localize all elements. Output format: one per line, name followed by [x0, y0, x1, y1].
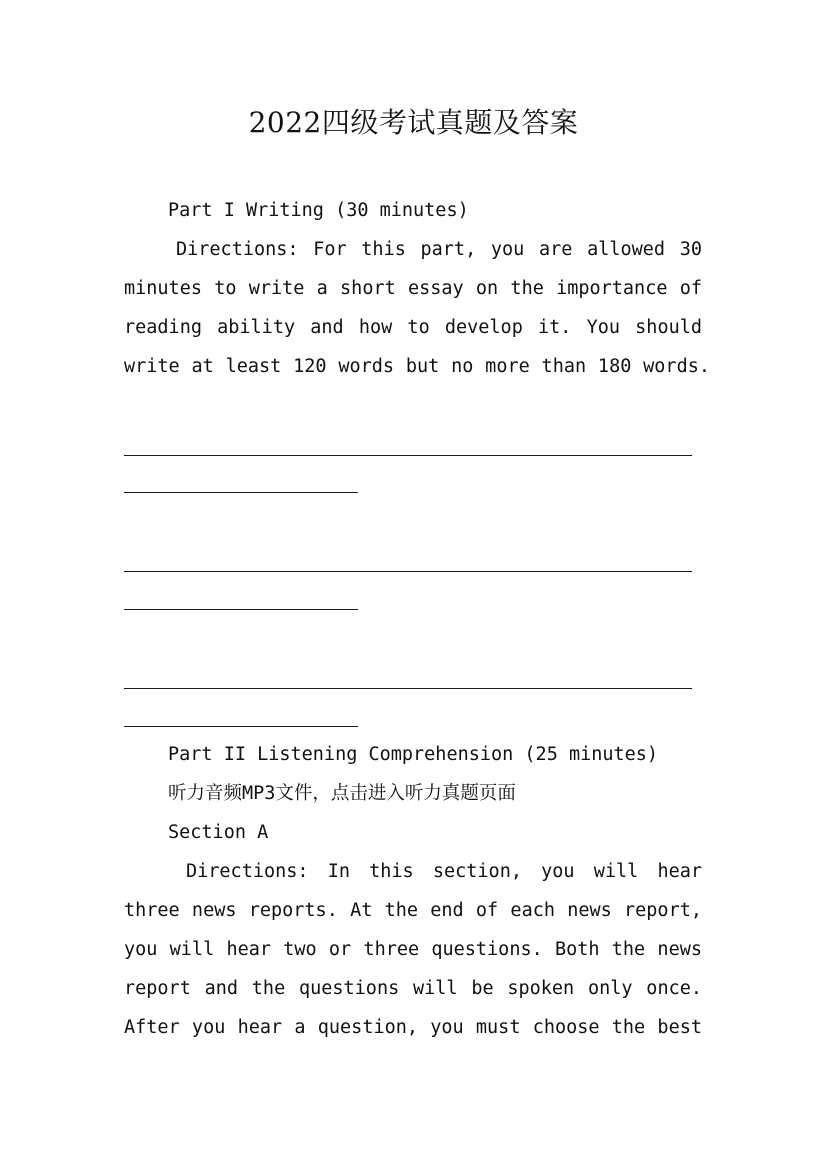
part2-directions-line-4-text: report and the questions will be spoken only once. [124, 978, 702, 999]
part1-directions-line-1-text: Directions: For this part, you are allowed 30 [176, 239, 702, 260]
part1-directions-line-4 [124, 354, 710, 380]
answer-line-3b [124, 726, 358, 727]
answer-line-3a [124, 688, 692, 689]
answer-line-1a [124, 455, 692, 456]
part2-directions-line-2 [124, 898, 702, 924]
listening-audio-link[interactable]: 听力音频MP3文件，点击进入听力真题页面 [168, 783, 516, 804]
part2-directions-line-1-text: Directions: In this section, you will hear [186, 861, 702, 882]
answer-line-2a [124, 571, 692, 572]
part1-directions-line-2-text: minutes to write a short essay on the importance of [124, 278, 702, 299]
part1-directions-line-4-text: write at least 120 words but no more than 180 words. [124, 356, 710, 377]
answer-line-2b [124, 609, 358, 610]
section-a-heading: Section A [168, 822, 269, 843]
part2-directions-line-3-text: you will hear two or three questions. Both the news [124, 939, 702, 960]
part1-directions-line-3-text: reading ability and how to develop it. You should [124, 317, 702, 338]
part1-directions-line-3 [124, 315, 702, 341]
part2-directions-line-1 [186, 859, 702, 885]
part2-directions-line-5 [124, 1015, 702, 1041]
document-title: 2022四级考试真题及答案 [248, 106, 579, 139]
part2-directions-line-3 [124, 937, 702, 963]
part1-directions-line-2 [124, 276, 702, 302]
part2-directions-line-5-text: After you hear a question, you must choose the best [124, 1017, 702, 1038]
answer-line-1b [124, 492, 358, 493]
part1-heading: Part I Writing (30 minutes) [168, 200, 469, 221]
part2-directions-line-4 [124, 976, 702, 1002]
part1-directions-line-1 [176, 237, 702, 263]
part2-directions-line-2-text: three news reports. At the end of each news report, [124, 900, 702, 921]
part2-heading: Part II Listening Comprehension (25 minutes) [168, 744, 659, 765]
